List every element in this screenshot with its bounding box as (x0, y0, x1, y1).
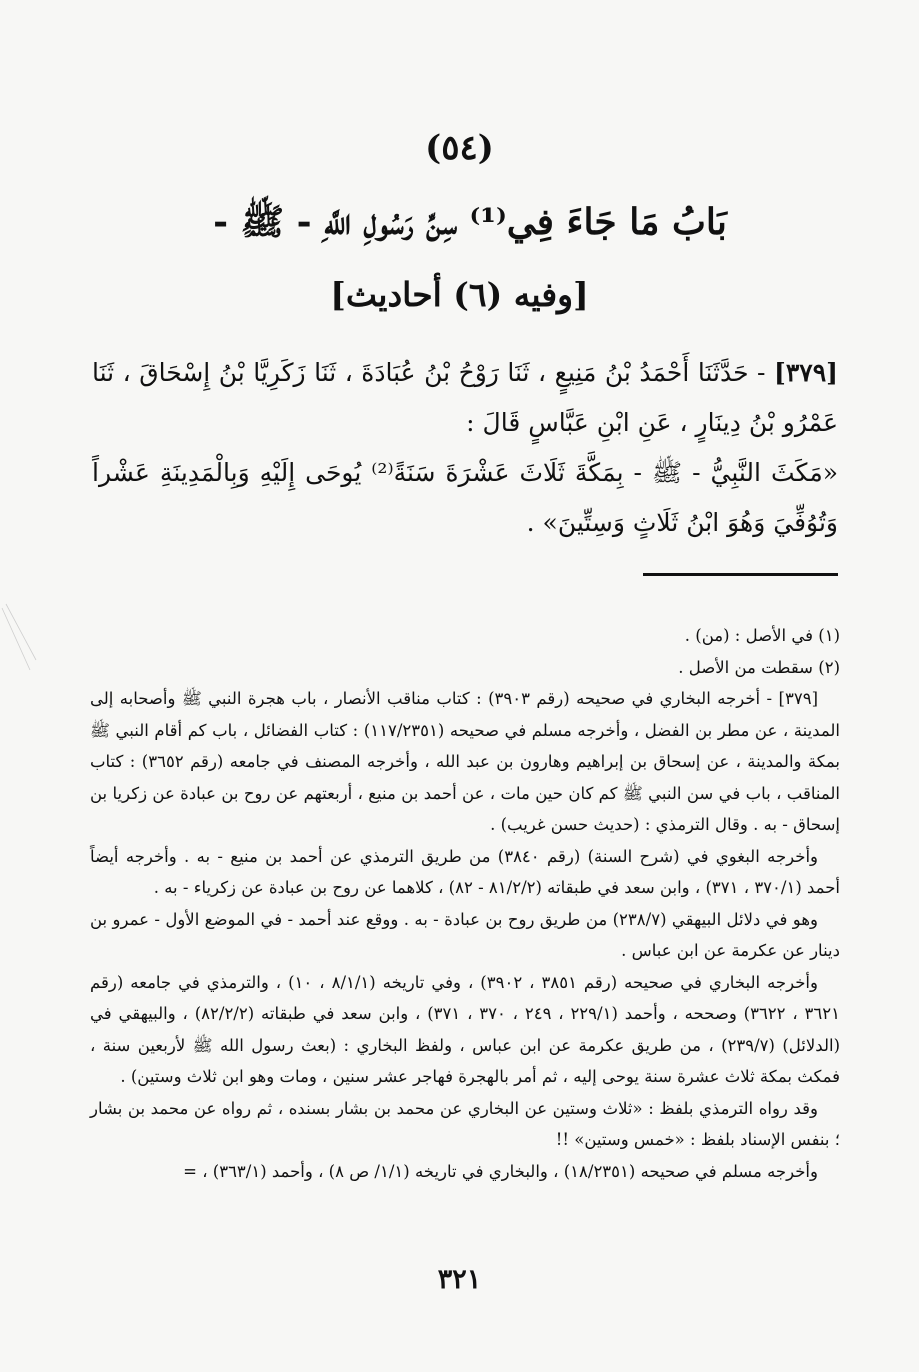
takhrij-paragraph: وأخرجه البغوي في (شرح السنة) (رقم ٣٨٤٠) من طريق الترمذي عن أحمد بن منيع - به . وأخرجه أيضاً أحمد (٣٧٠/١ ، ٣٧١) ، وابن سعد في طبقاته (٨١/٢/٢ - ٨٢) ، كلاهما عن روح بن عبادة عن زكرياء - به . (90, 846, 840, 897)
footnote-divider (643, 573, 838, 576)
page-number: ٣٢١ (437, 1264, 482, 1295)
takhrij-paragraph: وأخرجه مسلم في صحيحه (١٨/٢٣٥١) ، والبخاري في تاريخه (١/١/ ص ٨) ، وأحمد (٣٦٣/١) ، = (183, 1161, 818, 1181)
takhrij-paragraph: وأخرجه البخاري في صحيحه (رقم ٣٨٥١ ، ٣٩٠٢) ، وفي تاريخه (٨/١/١ ، ١٠) ، والترمذي في جامعه (رقم ٣٦٢١ ، ٣٦٢٢) وصححه ، وأحمد (٢٢٩/١ ، ٢٤٩ ، ٣٧٠ ، ٣٧١) ، وابن سعد في طبقاته (٨٢/٢/٢) ، والبيهقي في (الدلائل) (٢٣٩/٧) ، من طريق عكرمة عن ابن عباس ، ولفظ البخاري : (بعث رسول الله ﷺ لأربعين سنة ، فمكث بمكة ثلاث عشرة سنة يوحى إليه ، ثم أمر بالهجرة فهاجر عشر سنين ، ومات وهو ابن ثلاث وستين) . (90, 972, 841, 1086)
scan-edge-mark (0, 600, 40, 680)
chapter-title: بَابُ مَا جَاءَ فِي⁽¹⁾ سِنِّ رَسُولِ اللَّهِ - ﷺ - (213, 201, 727, 243)
hadith-chain: - حَدَّثَنَا أَحْمَدُ بْنُ مَنِيعٍ ، ثَنَا رَوْحُ بْنُ عُبَادَةَ ، ثَنَا زَكَرِيَّا بْنُ إِسْحَاقَ ، ثَنَا عَمْرُو بْنُ دِينَارٍ ، عَنِ ابْنِ عَبَّاسٍ قَالَ : (92, 358, 838, 437)
hadith-matn: «مَكَثَ النَّبِيُّ - ﷺ - بِمَكَّةَ ثَلَاثَ عَشْرَةَ سَنَةً⁽²⁾ يُوحَى إِلَيْهِ وَبِالْمَدِينَةِ عَشْراً وَتُوُفِّيَ وَهُوَ ابْنُ ثَلَاثٍ وَسِتِّينَ» . (92, 458, 838, 537)
takhrij-paragraph: وهو في دلائل البيهقي (٢٣٨/٧) من طريق روح بن عبادة - به . ووقع عند أحمد - في الموضع الأول - عمرو بن دينار عن عكرمة عن ابن عباس . (90, 909, 840, 960)
footnote-2: (٢) سقطت من الأصل . (678, 657, 840, 677)
chapter-subtitle: [وفيه (٦) أحاديث] (330, 275, 589, 314)
footnotes (90, 620, 840, 1187)
takhrij-paragraph: وقد رواه الترمذي بلفظ : «ثلاث وستين عن البخاري عن محمد بن بشار بسنده ، ثم رواه عن محمد بن بشار ؛ بنفس الإسناد بلفظ : «خمس وستين» !! (90, 1098, 840, 1149)
footnote-1: (١) في الأصل : (من) . (684, 626, 840, 645)
hadith-block (92, 348, 838, 548)
hadith-isnad (92, 348, 838, 448)
chapter-number: (٥٤) (425, 128, 494, 168)
takhrij-paragraph: [٣٧٩] - أخرجه البخاري في صحيحه (رقم ٣٩٠٣) : كتاب مناقب الأنصار ، باب هجرة النبي ﷺ وأصحابه إلى المدينة ، عن مطر بن الفضل ، وأخرجه مسلم في صحيحه (١١٧/٢٣٥١) : كتاب الفضائل ، باب كم أقام النبي ﷺ بمكة والمدينة ، عن إسحاق بن إبراهيم وهارون بن عبد الله ، وأخرجه المصنف في جامعه (رقم ٣٦٥٢) : كتاب المناقب ، باب في سن النبي ﷺ كم كان حين مات ، عن أحمد بن منيع ، أربعتهم عن روح بن عبادة عن زكريا بن إسحاق - به . وقال الترمذي : (حديث حسن غريب) . (90, 689, 840, 834)
hadith-number: [٣٧٩] (774, 358, 838, 387)
